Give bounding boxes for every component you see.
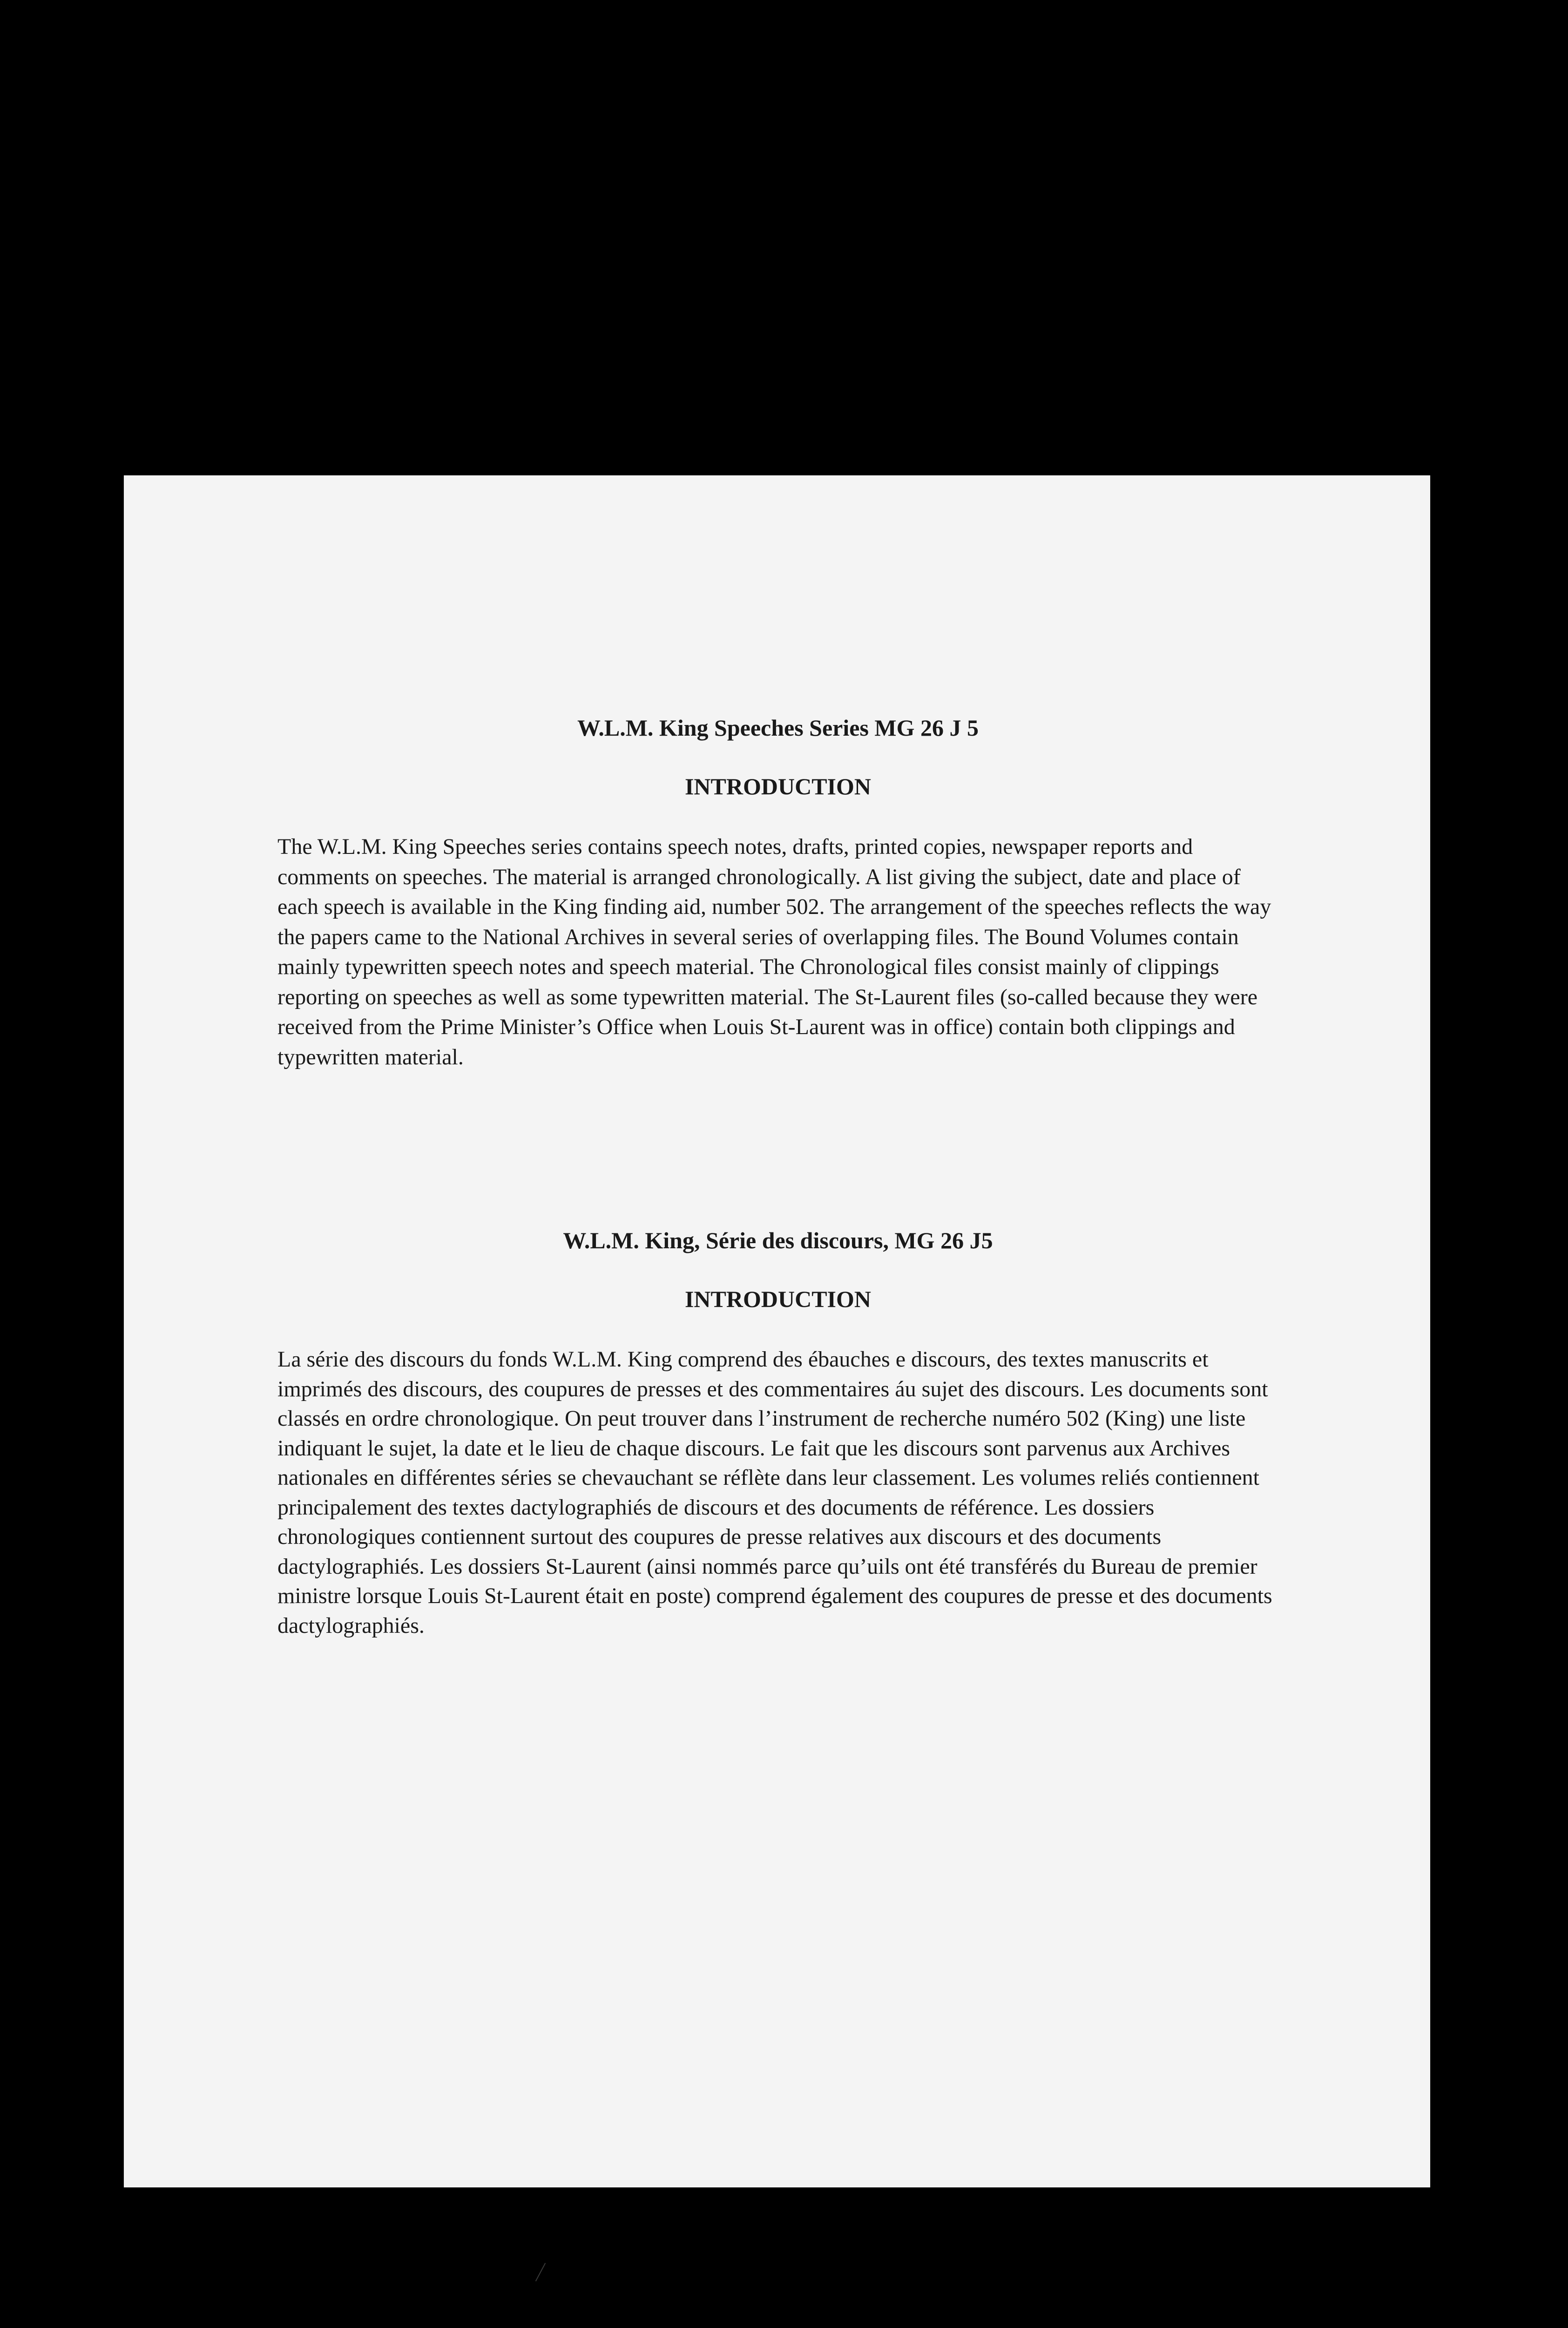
french-section	[277, 1226, 1278, 1640]
french-body-text: La série des discours du fonds W.L.M. King comprend des ébauches e discours, des textes manuscrits et imprimés des discours, des coupures de presses et des commentaires áu sujet des discours. Les documents sont classés en ordre chronologique. On peut trouver dans l’instrument de recherche numéro 502 (King) une liste indiquant le sujet, la date et le lieu de chaque discours. Le fait que les discours sont parvenus aux Archives nationales en différentes séries se chevauchant se réflète dans leur classement. Les volumes reliés contiennent principalement des textes dactylographiés de discours et des documents de référence. Les dossiers chronologiques contiennent surtout des coupures de presse relatives aux discours et des documents dactylographiés. Les dossiers St-Laurent (ainsi nommés parce qu’uils ont été transférés du Bureau de premier ministre lorsque Louis St-Laurent était en poste) comprend également des coupures de presse et des documents dactylographiés.	[277, 1347, 1272, 1638]
french-introduction-heading: INTRODUCTION	[684, 1286, 872, 1312]
scanned-page	[124, 475, 1430, 2187]
english-body-text: The W.L.M. King Speeches series contains speech notes, drafts, printed copies, newspaper reports and comments on speeches. The material is arranged chronologically. A list giving the subject, date and place of each speech is available in the King finding aid, number 502. The arrangement of the speeches reflects the way the papers came to the National Archives in several series of overlapping files. The Bound Volumes contain mainly typewritten speech notes and speech material. The Chronological files consist mainly of clippings reporting on speeches as well as some typewritten material. The St-Laurent files (so-called because they were received from the Prime Minister’s Office when Louis St-Laurent was in office) contain both clippings and typewritten material.	[277, 834, 1271, 1069]
english-section	[277, 714, 1278, 1072]
french-title: W.L.M. King, Série des discours, MG 26 J5	[563, 1227, 993, 1253]
english-title: W.L.M. King Speeches Series MG 26 J 5	[577, 715, 979, 741]
scan-artifact	[532, 2261, 549, 2283]
english-introduction-heading: INTRODUCTION	[684, 773, 872, 799]
